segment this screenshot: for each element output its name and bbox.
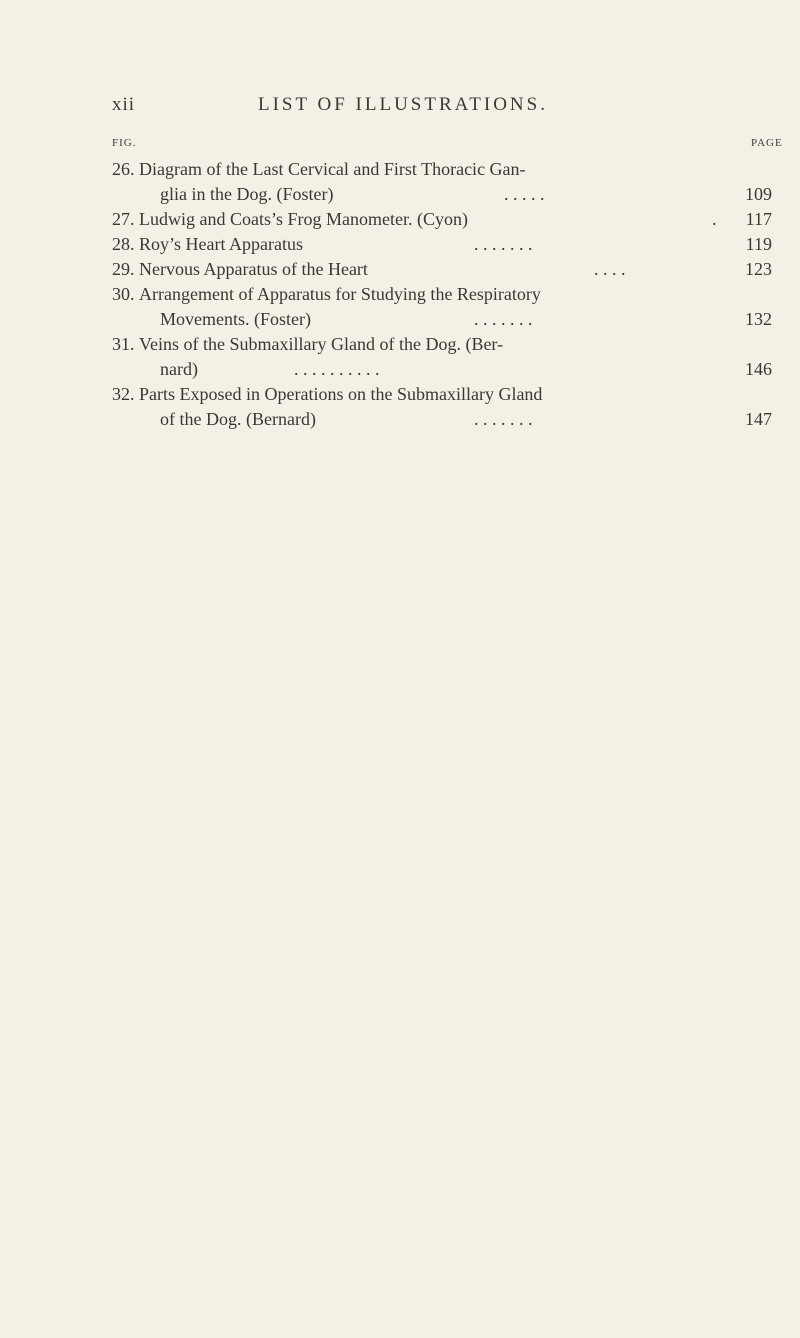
figure-number: 30.	[112, 284, 135, 304]
figure-title-continued: of the Dog. (Bernard)	[160, 409, 316, 429]
leader-dots: . . . . .	[504, 184, 545, 204]
figure-number: 29.	[112, 259, 135, 279]
figure-title: Roy’s Heart Apparatus	[139, 234, 303, 254]
leader-dots: .	[712, 209, 717, 229]
page-ref: 147	[745, 409, 772, 429]
list-item	[112, 157, 772, 207]
list-item	[112, 207, 772, 232]
figure-number: 28.	[112, 234, 135, 254]
figure-number: 26.	[112, 159, 135, 179]
page-ref: 146	[745, 359, 772, 379]
leader-dots: . . . . . . .	[474, 309, 533, 329]
figure-title: Parts Exposed in Operations on the Submaxillary Gland	[139, 384, 543, 404]
figure-title: Veins of the Submaxillary Gland of the Dog. (Ber-	[139, 334, 504, 354]
list-item	[112, 282, 772, 332]
page-ref: 123	[745, 259, 772, 279]
figure-title-continued: nard)	[160, 359, 198, 379]
figure-number: 32.	[112, 384, 135, 404]
figure-title-continued: Movements. (Foster)	[160, 309, 311, 329]
list-item	[112, 332, 772, 382]
page-ref: 117	[745, 209, 772, 229]
figure-title: Nervous Apparatus of the Heart	[139, 259, 368, 279]
figure-number: 27.	[112, 209, 135, 229]
figure-title: Ludwig and Coats’s Frog Manometer. (Cyon)	[139, 209, 468, 229]
figure-number: 31.	[112, 334, 135, 354]
page-ref: 119	[745, 234, 772, 254]
fig-column-label: FIG.	[112, 137, 137, 149]
leader-dots: . . . .	[594, 259, 626, 279]
figure-title: Diagram of the Last Cervical and First Thoracic Gan-	[139, 159, 526, 179]
page-number: xii	[112, 94, 136, 115]
running-title: LIST OF ILLUSTRATIONS.	[258, 94, 548, 115]
figure-title-continued: glia in the Dog. (Foster)	[160, 184, 334, 204]
list-item	[112, 257, 772, 282]
figure-title: Arrangement of Apparatus for Studying the Respiratory	[139, 284, 541, 304]
page-column-label: PAGE	[751, 137, 783, 149]
illustrations-list	[112, 157, 772, 432]
page-ref: 109	[745, 184, 772, 204]
leader-dots: . . . . . . . . . .	[294, 359, 380, 379]
leader-dots: . . . . . . .	[474, 234, 533, 254]
list-item	[112, 232, 772, 257]
page-ref: 132	[745, 309, 772, 329]
list-item	[112, 382, 772, 432]
leader-dots: . . . . . . .	[474, 409, 533, 429]
